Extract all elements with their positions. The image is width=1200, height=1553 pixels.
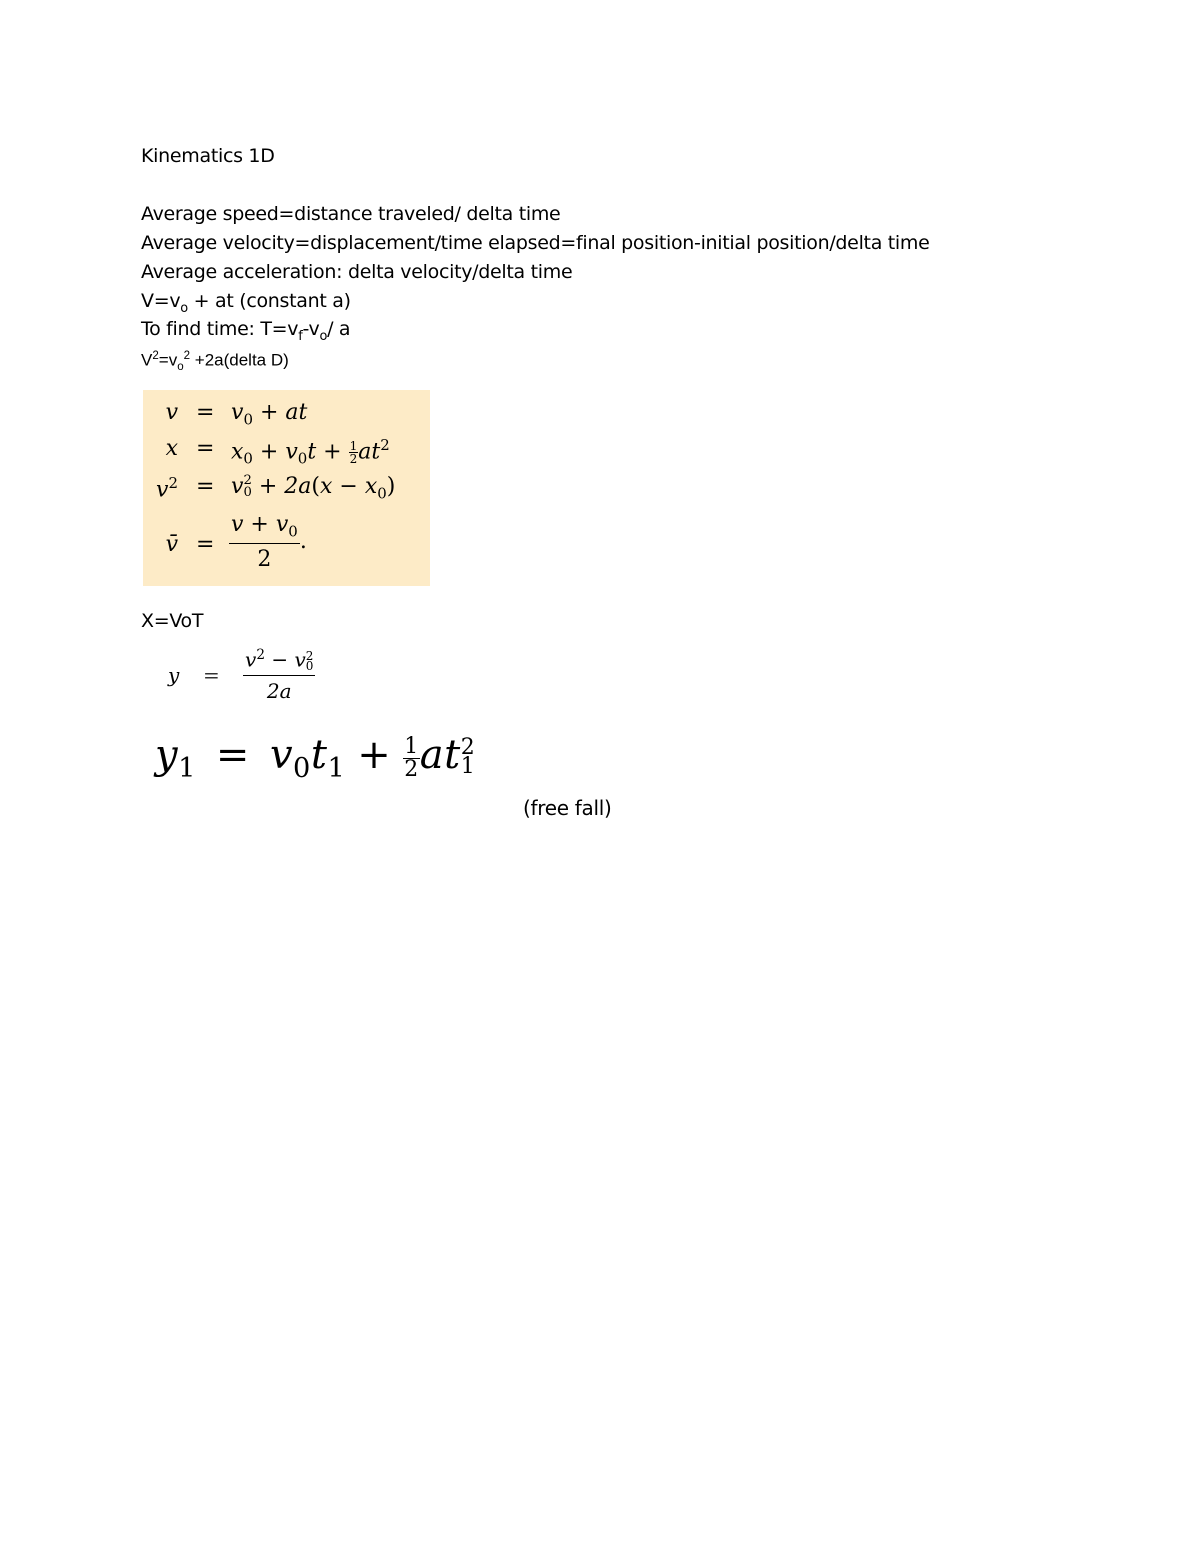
superscript: 2 bbox=[256, 647, 265, 663]
line-average-velocity: Average velocity=displacement/time elapsed=final position-initial position/delta time bbox=[141, 232, 930, 254]
eq-lhs: v̄ bbox=[165, 532, 178, 557]
term: x bbox=[319, 474, 333, 499]
period: . bbox=[299, 529, 307, 555]
text: T=v bbox=[260, 318, 299, 340]
text: =v bbox=[158, 350, 178, 370]
fraction bbox=[229, 512, 300, 572]
term: v bbox=[294, 647, 306, 672]
page-title: Kinematics 1D bbox=[141, 145, 275, 167]
operator: + bbox=[252, 400, 286, 425]
equation-content bbox=[155, 732, 500, 784]
term: v bbox=[245, 647, 257, 672]
equation-row-average-velocity bbox=[143, 510, 430, 580]
eq-sign: = bbox=[196, 532, 215, 557]
subscript: 0 bbox=[293, 753, 311, 784]
eq-lhs: y bbox=[168, 663, 180, 687]
term: v bbox=[231, 400, 244, 425]
text: V bbox=[141, 350, 153, 370]
subscript: 0 bbox=[305, 659, 314, 674]
eq-rhs bbox=[229, 512, 307, 572]
eq-sign: = bbox=[215, 732, 250, 778]
superscript: 2 bbox=[305, 648, 314, 663]
superscript: 2 bbox=[168, 474, 178, 492]
term: t bbox=[310, 732, 328, 778]
eq-rhs bbox=[231, 436, 390, 468]
half-fraction bbox=[403, 733, 420, 782]
operator: − bbox=[332, 474, 365, 499]
subscript: 0 bbox=[243, 485, 252, 500]
line-v-squared bbox=[141, 344, 289, 379]
text: V=v bbox=[141, 290, 181, 312]
equation-displacement-y bbox=[145, 645, 350, 715]
denominator: 2a bbox=[266, 678, 292, 703]
half-fraction bbox=[349, 440, 359, 465]
numerator: 1 bbox=[404, 733, 419, 759]
equation-free-fall-y1 bbox=[155, 732, 500, 792]
line-x-vot: X=VoT bbox=[141, 610, 204, 632]
sup-sub-stack bbox=[243, 475, 251, 499]
term: t bbox=[307, 439, 317, 465]
subscript: 1 bbox=[327, 753, 346, 784]
numerator bbox=[243, 647, 315, 676]
equation-row-position bbox=[143, 436, 430, 470]
equation-row-velocity bbox=[143, 400, 430, 434]
operator: + bbox=[251, 474, 285, 499]
operator: + bbox=[243, 512, 276, 537]
term: at bbox=[358, 439, 381, 465]
eq-sign: = bbox=[196, 436, 215, 461]
eq-sign: = bbox=[196, 474, 215, 499]
subscript: o bbox=[180, 300, 188, 316]
denominator: 2 bbox=[404, 756, 419, 782]
denominator: 2 bbox=[349, 451, 358, 466]
superscript: 2 bbox=[380, 436, 390, 454]
term: y bbox=[155, 732, 179, 778]
term: at bbox=[285, 400, 308, 425]
paren: ( bbox=[311, 474, 320, 499]
operator: + bbox=[357, 732, 392, 778]
operator: + bbox=[316, 439, 349, 465]
paren: ) bbox=[386, 474, 396, 499]
eq-lhs bbox=[156, 474, 178, 502]
term: at bbox=[419, 732, 461, 778]
operator: + bbox=[252, 439, 286, 465]
text: +2a(delta D) bbox=[190, 350, 289, 370]
free-fall-label: (free fall) bbox=[523, 796, 612, 820]
subscript: f bbox=[298, 328, 303, 344]
text: To find time: bbox=[141, 318, 261, 340]
term: v bbox=[231, 512, 244, 537]
subscript: 1 bbox=[460, 754, 476, 779]
numerator bbox=[229, 512, 300, 544]
subscript: 0 bbox=[243, 449, 253, 468]
superscript: 2 bbox=[183, 350, 191, 362]
eq-sign: = bbox=[203, 663, 220, 687]
operator: − bbox=[264, 647, 295, 672]
eq-sign: = bbox=[196, 400, 215, 425]
line-average-acceleration: Average acceleration: delta velocity/delta time bbox=[141, 261, 573, 283]
term: v bbox=[231, 474, 244, 499]
sup-sub-stack bbox=[460, 735, 476, 779]
superscript: 2 bbox=[243, 473, 252, 489]
denominator: 2 bbox=[257, 547, 272, 573]
eq-rhs bbox=[231, 474, 395, 502]
equation-row-velocity-squared bbox=[143, 474, 430, 508]
term: x bbox=[231, 439, 244, 465]
term: v bbox=[156, 477, 169, 503]
subscript: 1 bbox=[178, 753, 196, 784]
term: x bbox=[364, 474, 378, 499]
line-average-speed: Average speed=distance traveled/ delta time bbox=[141, 203, 561, 225]
text: + at (constant a) bbox=[187, 290, 351, 312]
term: 2a bbox=[284, 474, 312, 499]
term: v bbox=[285, 439, 298, 465]
subscript: o bbox=[319, 328, 328, 344]
kinematic-equations-box bbox=[143, 390, 430, 586]
text: -v bbox=[302, 318, 320, 340]
term: v bbox=[269, 732, 294, 778]
text: / a bbox=[327, 318, 351, 340]
eq-lhs: v bbox=[165, 400, 178, 425]
numerator: 1 bbox=[349, 438, 358, 453]
eq-rhs bbox=[231, 400, 307, 428]
subscript: o bbox=[177, 361, 184, 374]
eq-lhs: x bbox=[165, 436, 178, 461]
superscript: 2 bbox=[460, 735, 476, 761]
superscript: 2 bbox=[152, 350, 159, 362]
fraction bbox=[243, 647, 315, 703]
term: v bbox=[275, 512, 289, 537]
subscript: 0 bbox=[377, 484, 387, 503]
subscript: 0 bbox=[297, 449, 308, 468]
subscript: 0 bbox=[288, 522, 298, 541]
sup-sub-stack bbox=[305, 648, 314, 674]
subscript: 0 bbox=[243, 410, 253, 429]
